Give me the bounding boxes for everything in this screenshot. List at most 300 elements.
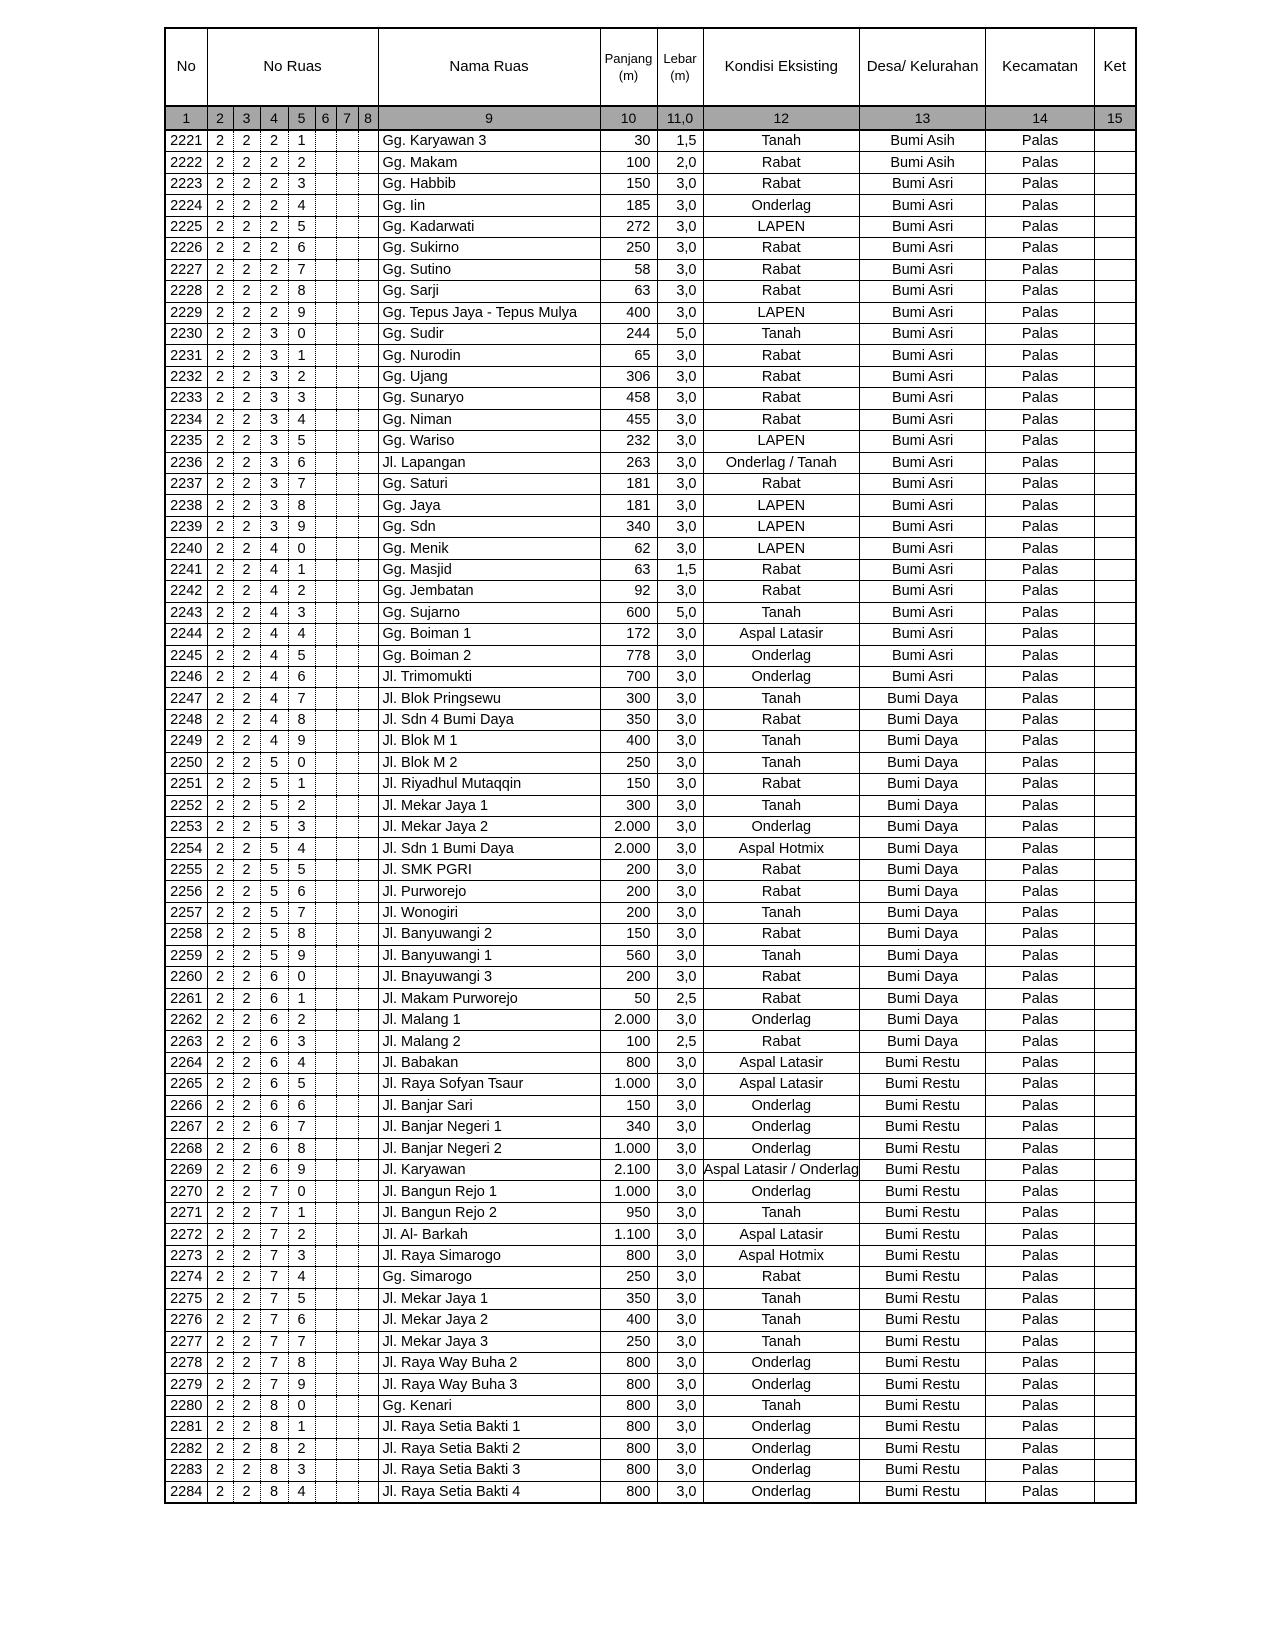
table-row bbox=[165, 1395, 1136, 1416]
cell-no: 2252 bbox=[165, 795, 207, 816]
cell-nama-ruas: Jl. Bangun Rejo 1 bbox=[378, 1181, 600, 1202]
cell-lebar: 3,0 bbox=[657, 281, 703, 302]
cell-no: 2247 bbox=[165, 688, 207, 709]
cell-no-ruas-digit: 2 bbox=[207, 1331, 233, 1352]
cell-nama-ruas: Gg. Boiman 1 bbox=[378, 624, 600, 645]
cell-panjang: 1.000 bbox=[600, 1181, 657, 1202]
cell-kondisi: Tanah bbox=[703, 688, 860, 709]
cell-ket bbox=[1095, 495, 1136, 516]
cell-lebar: 3,0 bbox=[657, 1460, 703, 1481]
cell-no-ruas-digit bbox=[358, 238, 378, 259]
cell-no-ruas-digit bbox=[358, 709, 378, 730]
cell-no: 2278 bbox=[165, 1352, 207, 1373]
cell-no-ruas-digit bbox=[358, 323, 378, 344]
cell-kecamatan: Palas bbox=[986, 130, 1095, 152]
cell-no: 2260 bbox=[165, 967, 207, 988]
cell-no-ruas-digit: 2 bbox=[207, 1395, 233, 1416]
cell-ket bbox=[1095, 1224, 1136, 1245]
cell-no-ruas-digit bbox=[358, 1481, 378, 1503]
cell-no-ruas-digit: 2 bbox=[207, 1245, 233, 1266]
cell-no-ruas-digit bbox=[336, 666, 358, 687]
cell-no-ruas-digit: 4 bbox=[260, 559, 288, 580]
table-row bbox=[165, 302, 1136, 323]
cell-no-ruas-digit: 3 bbox=[260, 366, 288, 387]
cell-no-ruas-digit: 2 bbox=[233, 366, 260, 387]
cell-kondisi: Rabat bbox=[703, 559, 860, 580]
cell-no-ruas-digit: 2 bbox=[233, 281, 260, 302]
cell-kondisi: Onderlag bbox=[703, 1438, 860, 1459]
cell-no-ruas-digit bbox=[358, 838, 378, 859]
cell-no: 2243 bbox=[165, 602, 207, 623]
cell-desa: Bumi Asri bbox=[860, 645, 986, 666]
cell-kondisi: Tanah bbox=[703, 1310, 860, 1331]
cell-no-ruas-digit bbox=[336, 1052, 358, 1073]
cell-panjang: 560 bbox=[600, 945, 657, 966]
cell-no-ruas-digit: 4 bbox=[260, 731, 288, 752]
cell-nama-ruas: Jl. Trimomukti bbox=[378, 666, 600, 687]
cell-no-ruas-digit: 2 bbox=[233, 1074, 260, 1095]
cell-desa: Bumi Restu bbox=[860, 1160, 986, 1181]
column-number: 9 bbox=[378, 106, 600, 130]
table-row bbox=[165, 345, 1136, 366]
cell-no: 2227 bbox=[165, 259, 207, 280]
cell-panjang: 200 bbox=[600, 881, 657, 902]
cell-panjang: 65 bbox=[600, 345, 657, 366]
header-lebar-label: Lebar bbox=[663, 51, 697, 66]
cell-no-ruas-digit: 2 bbox=[233, 1202, 260, 1223]
cell-no-ruas-digit: 2 bbox=[233, 1009, 260, 1030]
cell-no-ruas-digit: 4 bbox=[260, 538, 288, 559]
cell-kondisi: Aspal Latasir / Onderlag bbox=[703, 1160, 860, 1181]
cell-no-ruas-digit: 2 bbox=[233, 1395, 260, 1416]
cell-kondisi: Aspal Latasir bbox=[703, 1074, 860, 1095]
cell-nama-ruas: Gg. Makam bbox=[378, 152, 600, 173]
cell-no-ruas-digit: 2 bbox=[288, 1224, 315, 1245]
cell-no: 2270 bbox=[165, 1181, 207, 1202]
cell-no-ruas-digit bbox=[336, 645, 358, 666]
cell-no: 2263 bbox=[165, 1031, 207, 1052]
cell-ket bbox=[1095, 1352, 1136, 1373]
cell-no-ruas-digit: 5 bbox=[288, 645, 315, 666]
cell-no-ruas-digit: 3 bbox=[260, 323, 288, 344]
cell-no-ruas-digit bbox=[315, 859, 336, 880]
cell-desa: Bumi Asih bbox=[860, 152, 986, 173]
cell-no-ruas-digit: 8 bbox=[288, 1352, 315, 1373]
cell-no: 2229 bbox=[165, 302, 207, 323]
cell-no-ruas-digit bbox=[315, 988, 336, 1009]
cell-no-ruas-digit bbox=[336, 259, 358, 280]
table-row bbox=[165, 967, 1136, 988]
cell-ket bbox=[1095, 1095, 1136, 1116]
cell-kondisi: Tanah bbox=[703, 602, 860, 623]
cell-no-ruas-digit bbox=[315, 323, 336, 344]
cell-no: 2251 bbox=[165, 774, 207, 795]
cell-kecamatan: Palas bbox=[986, 945, 1095, 966]
cell-panjang: 300 bbox=[600, 688, 657, 709]
cell-nama-ruas: Jl. Raya Way Buha 2 bbox=[378, 1352, 600, 1373]
table-row bbox=[165, 1181, 1136, 1202]
cell-no-ruas-digit: 2 bbox=[233, 323, 260, 344]
cell-no-ruas-digit: 7 bbox=[260, 1352, 288, 1373]
cell-ket bbox=[1095, 624, 1136, 645]
cell-no-ruas-digit: 2 bbox=[207, 1267, 233, 1288]
cell-kondisi: Rabat bbox=[703, 709, 860, 730]
cell-no-ruas-digit: 2 bbox=[233, 238, 260, 259]
cell-nama-ruas: Jl. Malang 1 bbox=[378, 1009, 600, 1030]
cell-no-ruas-digit bbox=[336, 774, 358, 795]
cell-kondisi: Rabat bbox=[703, 967, 860, 988]
cell-no: 2281 bbox=[165, 1417, 207, 1438]
cell-kecamatan: Palas bbox=[986, 1267, 1095, 1288]
cell-ket bbox=[1095, 238, 1136, 259]
cell-panjang: 800 bbox=[600, 1481, 657, 1503]
cell-no: 2234 bbox=[165, 409, 207, 430]
cell-kecamatan: Palas bbox=[986, 1374, 1095, 1395]
cell-lebar: 3,0 bbox=[657, 1160, 703, 1181]
cell-nama-ruas: Gg. Sarji bbox=[378, 281, 600, 302]
cell-nama-ruas: Jl. Mekar Jaya 1 bbox=[378, 795, 600, 816]
cell-nama-ruas: Jl. Blok Pringsewu bbox=[378, 688, 600, 709]
cell-no-ruas-digit bbox=[336, 1245, 358, 1266]
cell-no-ruas-digit bbox=[358, 216, 378, 237]
cell-kondisi: Onderlag / Tanah bbox=[703, 452, 860, 473]
cell-nama-ruas: Jl. Makam Purworejo bbox=[378, 988, 600, 1009]
cell-no-ruas-digit: 2 bbox=[207, 1288, 233, 1309]
cell-panjang: 244 bbox=[600, 323, 657, 344]
cell-kondisi: Rabat bbox=[703, 259, 860, 280]
cell-no-ruas-digit: 5 bbox=[288, 1074, 315, 1095]
cell-no-ruas-digit: 4 bbox=[260, 645, 288, 666]
cell-ket bbox=[1095, 859, 1136, 880]
cell-no-ruas-digit: 2 bbox=[233, 495, 260, 516]
cell-desa: Bumi Daya bbox=[860, 774, 986, 795]
cell-lebar: 3,0 bbox=[657, 388, 703, 409]
cell-desa: Bumi Daya bbox=[860, 731, 986, 752]
cell-no-ruas-digit bbox=[336, 538, 358, 559]
cell-panjang: 181 bbox=[600, 474, 657, 495]
table-row bbox=[165, 216, 1136, 237]
table-row bbox=[165, 152, 1136, 173]
cell-no-ruas-digit bbox=[315, 1095, 336, 1116]
cell-kecamatan: Palas bbox=[986, 624, 1095, 645]
cell-no-ruas-digit bbox=[336, 1288, 358, 1309]
cell-nama-ruas: Jl. Bangun Rejo 2 bbox=[378, 1202, 600, 1223]
cell-panjang: 250 bbox=[600, 238, 657, 259]
cell-no-ruas-digit: 2 bbox=[207, 645, 233, 666]
cell-no-ruas-digit: 2 bbox=[233, 688, 260, 709]
cell-kecamatan: Palas bbox=[986, 388, 1095, 409]
cell-desa: Bumi Asri bbox=[860, 238, 986, 259]
cell-no-ruas-digit: 6 bbox=[288, 238, 315, 259]
cell-nama-ruas: Jl. Raya Simarogo bbox=[378, 1245, 600, 1266]
cell-no-ruas-digit: 4 bbox=[288, 195, 315, 216]
cell-nama-ruas: Jl. Banjar Negeri 2 bbox=[378, 1138, 600, 1159]
road-inventory-table bbox=[164, 27, 1137, 1504]
table-row bbox=[165, 323, 1136, 344]
cell-no-ruas-digit: 2 bbox=[207, 1438, 233, 1459]
cell-no-ruas-digit bbox=[358, 130, 378, 152]
cell-nama-ruas: Jl. Banyuwangi 2 bbox=[378, 924, 600, 945]
cell-no-ruas-digit bbox=[315, 838, 336, 859]
cell-desa: Bumi Asri bbox=[860, 431, 986, 452]
cell-lebar: 1,5 bbox=[657, 559, 703, 580]
cell-no-ruas-digit: 4 bbox=[260, 666, 288, 687]
cell-kondisi: Tanah bbox=[703, 1202, 860, 1223]
cell-no-ruas-digit bbox=[336, 409, 358, 430]
cell-no-ruas-digit: 2 bbox=[207, 795, 233, 816]
cell-desa: Bumi Restu bbox=[860, 1245, 986, 1266]
cell-no-ruas-digit: 1 bbox=[288, 1202, 315, 1223]
cell-kondisi: Onderlag bbox=[703, 195, 860, 216]
cell-panjang: 340 bbox=[600, 516, 657, 537]
table-row bbox=[165, 881, 1136, 902]
cell-lebar: 3,0 bbox=[657, 709, 703, 730]
cell-nama-ruas: Jl. Mekar Jaya 1 bbox=[378, 1288, 600, 1309]
cell-no-ruas-digit: 2 bbox=[233, 1267, 260, 1288]
cell-kondisi: Rabat bbox=[703, 238, 860, 259]
cell-no-ruas-digit: 7 bbox=[260, 1181, 288, 1202]
table-row bbox=[165, 1310, 1136, 1331]
column-number: 5 bbox=[288, 106, 315, 130]
cell-nama-ruas: Jl. Sdn 4 Bumi Daya bbox=[378, 709, 600, 730]
cell-no: 2261 bbox=[165, 988, 207, 1009]
cell-no-ruas-digit bbox=[336, 795, 358, 816]
cell-panjang: 2.000 bbox=[600, 817, 657, 838]
cell-no-ruas-digit: 4 bbox=[260, 602, 288, 623]
cell-kondisi: Rabat bbox=[703, 173, 860, 194]
cell-ket bbox=[1095, 924, 1136, 945]
cell-desa: Bumi Asih bbox=[860, 130, 986, 152]
cell-desa: Bumi Daya bbox=[860, 709, 986, 730]
cell-no-ruas-digit bbox=[358, 1352, 378, 1373]
cell-panjang: 2.000 bbox=[600, 838, 657, 859]
cell-no: 2267 bbox=[165, 1117, 207, 1138]
cell-panjang: 800 bbox=[600, 1352, 657, 1373]
cell-no-ruas-digit bbox=[336, 345, 358, 366]
cell-kecamatan: Palas bbox=[986, 474, 1095, 495]
cell-no-ruas-digit: 6 bbox=[260, 967, 288, 988]
cell-no-ruas-digit: 7 bbox=[288, 259, 315, 280]
cell-no-ruas-digit bbox=[315, 452, 336, 473]
cell-no-ruas-digit: 0 bbox=[288, 1395, 315, 1416]
cell-no: 2238 bbox=[165, 495, 207, 516]
cell-no-ruas-digit bbox=[358, 409, 378, 430]
cell-no-ruas-digit: 2 bbox=[207, 752, 233, 773]
cell-no-ruas-digit bbox=[315, 1267, 336, 1288]
cell-no-ruas-digit: 2 bbox=[233, 431, 260, 452]
cell-no-ruas-digit: 2 bbox=[233, 173, 260, 194]
cell-no-ruas-digit: 4 bbox=[260, 709, 288, 730]
cell-desa: Bumi Restu bbox=[860, 1095, 986, 1116]
cell-no-ruas-digit bbox=[358, 1438, 378, 1459]
cell-ket bbox=[1095, 259, 1136, 280]
cell-ket bbox=[1095, 688, 1136, 709]
cell-no-ruas-digit: 2 bbox=[233, 602, 260, 623]
table-row bbox=[165, 1138, 1136, 1159]
cell-no-ruas-digit bbox=[358, 173, 378, 194]
cell-no-ruas-digit: 2 bbox=[207, 666, 233, 687]
cell-panjang: 350 bbox=[600, 709, 657, 730]
cell-no-ruas-digit: 5 bbox=[260, 838, 288, 859]
cell-no-ruas-digit: 2 bbox=[260, 302, 288, 323]
cell-no-ruas-digit: 2 bbox=[233, 1310, 260, 1331]
cell-desa: Bumi Daya bbox=[860, 881, 986, 902]
cell-desa: Bumi Restu bbox=[860, 1395, 986, 1416]
cell-no: 2258 bbox=[165, 924, 207, 945]
cell-panjang: 1.000 bbox=[600, 1138, 657, 1159]
cell-no-ruas-digit bbox=[358, 538, 378, 559]
cell-no-ruas-digit: 2 bbox=[233, 559, 260, 580]
column-number: 10 bbox=[600, 106, 657, 130]
cell-no-ruas-digit bbox=[336, 881, 358, 902]
cell-nama-ruas: Gg. Kadarwati bbox=[378, 216, 600, 237]
cell-no-ruas-digit bbox=[358, 1181, 378, 1202]
cell-no-ruas-digit bbox=[358, 1267, 378, 1288]
cell-panjang: 63 bbox=[600, 559, 657, 580]
cell-desa: Bumi Asri bbox=[860, 302, 986, 323]
cell-ket bbox=[1095, 1310, 1136, 1331]
cell-no-ruas-digit: 2 bbox=[233, 666, 260, 687]
cell-no-ruas-digit bbox=[358, 967, 378, 988]
cell-no-ruas-digit bbox=[358, 752, 378, 773]
cell-no-ruas-digit bbox=[315, 1074, 336, 1095]
cell-no-ruas-digit: 6 bbox=[288, 1095, 315, 1116]
cell-ket bbox=[1095, 795, 1136, 816]
cell-no: 2224 bbox=[165, 195, 207, 216]
cell-desa: Bumi Restu bbox=[860, 1481, 986, 1503]
cell-no-ruas-digit: 2 bbox=[207, 1460, 233, 1481]
cell-no-ruas-digit bbox=[315, 173, 336, 194]
header-panjang-unit: (m) bbox=[618, 68, 639, 83]
cell-kecamatan: Palas bbox=[986, 881, 1095, 902]
cell-no-ruas-digit: 4 bbox=[288, 1267, 315, 1288]
cell-no-ruas-digit: 4 bbox=[288, 838, 315, 859]
cell-no-ruas-digit bbox=[336, 431, 358, 452]
cell-nama-ruas: Gg. Iin bbox=[378, 195, 600, 216]
cell-no-ruas-digit bbox=[336, 752, 358, 773]
column-number: 7 bbox=[336, 106, 358, 130]
cell-no-ruas-digit: 2 bbox=[207, 281, 233, 302]
cell-no-ruas-digit: 2 bbox=[233, 945, 260, 966]
cell-no-ruas-digit: 2 bbox=[207, 624, 233, 645]
cell-no-ruas-digit: 7 bbox=[260, 1224, 288, 1245]
cell-no-ruas-digit bbox=[315, 366, 336, 387]
cell-ket bbox=[1095, 1138, 1136, 1159]
cell-kecamatan: Palas bbox=[986, 1181, 1095, 1202]
cell-kondisi: Onderlag bbox=[703, 645, 860, 666]
cell-kondisi: LAPEN bbox=[703, 495, 860, 516]
cell-panjang: 2.000 bbox=[600, 1009, 657, 1030]
cell-lebar: 3,0 bbox=[657, 1331, 703, 1352]
cell-lebar: 3,0 bbox=[657, 645, 703, 666]
table-row bbox=[165, 795, 1136, 816]
cell-no: 2262 bbox=[165, 1009, 207, 1030]
cell-no-ruas-digit: 2 bbox=[233, 452, 260, 473]
cell-no-ruas-digit: 7 bbox=[288, 1117, 315, 1138]
cell-no-ruas-digit: 1 bbox=[288, 345, 315, 366]
cell-lebar: 5,0 bbox=[657, 602, 703, 623]
cell-no-ruas-digit bbox=[315, 774, 336, 795]
cell-nama-ruas: Gg. Nurodin bbox=[378, 345, 600, 366]
cell-no-ruas-digit: 2 bbox=[207, 495, 233, 516]
cell-kondisi: Onderlag bbox=[703, 1460, 860, 1481]
cell-kondisi: Onderlag bbox=[703, 666, 860, 687]
cell-panjang: 200 bbox=[600, 967, 657, 988]
cell-nama-ruas: Gg. Sutino bbox=[378, 259, 600, 280]
table-row bbox=[165, 409, 1136, 430]
cell-no-ruas-digit bbox=[336, 581, 358, 602]
cell-no-ruas-digit bbox=[336, 302, 358, 323]
cell-kecamatan: Palas bbox=[986, 1481, 1095, 1503]
cell-no-ruas-digit: 0 bbox=[288, 323, 315, 344]
table-row bbox=[165, 645, 1136, 666]
cell-kondisi: Aspal Latasir bbox=[703, 1224, 860, 1245]
cell-no-ruas-digit bbox=[358, 559, 378, 580]
cell-panjang: 263 bbox=[600, 452, 657, 473]
cell-nama-ruas: Jl. SMK PGRI bbox=[378, 859, 600, 880]
cell-no-ruas-digit: 2 bbox=[207, 731, 233, 752]
cell-lebar: 3,0 bbox=[657, 1138, 703, 1159]
cell-no-ruas-digit bbox=[315, 1052, 336, 1073]
cell-ket bbox=[1095, 431, 1136, 452]
cell-kondisi: Onderlag bbox=[703, 1095, 860, 1116]
cell-kondisi: Aspal Hotmix bbox=[703, 1245, 860, 1266]
cell-no-ruas-digit: 2 bbox=[207, 323, 233, 344]
cell-kecamatan: Palas bbox=[986, 452, 1095, 473]
cell-kondisi: Tanah bbox=[703, 731, 860, 752]
cell-desa: Bumi Daya bbox=[860, 988, 986, 1009]
cell-desa: Bumi Asri bbox=[860, 516, 986, 537]
cell-panjang: 250 bbox=[600, 1267, 657, 1288]
table-row bbox=[165, 452, 1136, 473]
cell-no: 2223 bbox=[165, 173, 207, 194]
cell-no-ruas-digit: 5 bbox=[288, 859, 315, 880]
cell-no: 2279 bbox=[165, 1374, 207, 1395]
cell-no: 2248 bbox=[165, 709, 207, 730]
cell-no-ruas-digit: 2 bbox=[207, 1310, 233, 1331]
table-body bbox=[165, 130, 1136, 1503]
cell-no-ruas-digit bbox=[315, 645, 336, 666]
cell-lebar: 2,0 bbox=[657, 152, 703, 173]
cell-no: 2244 bbox=[165, 624, 207, 645]
cell-lebar: 3,0 bbox=[657, 1052, 703, 1073]
table-row bbox=[165, 602, 1136, 623]
cell-no-ruas-digit bbox=[336, 1481, 358, 1503]
cell-no: 2245 bbox=[165, 645, 207, 666]
cell-ket bbox=[1095, 302, 1136, 323]
cell-no-ruas-digit bbox=[315, 624, 336, 645]
table-row bbox=[165, 838, 1136, 859]
cell-no-ruas-digit bbox=[336, 173, 358, 194]
cell-desa: Bumi Restu bbox=[860, 1310, 986, 1331]
cell-no-ruas-digit: 3 bbox=[288, 817, 315, 838]
cell-kondisi: Onderlag bbox=[703, 1374, 860, 1395]
cell-no-ruas-digit: 2 bbox=[207, 474, 233, 495]
cell-no: 2273 bbox=[165, 1245, 207, 1266]
cell-no-ruas-digit: 2 bbox=[233, 1374, 260, 1395]
cell-no-ruas-digit: 1 bbox=[288, 559, 315, 580]
cell-no-ruas-digit: 8 bbox=[260, 1438, 288, 1459]
cell-kecamatan: Palas bbox=[986, 1202, 1095, 1223]
cell-desa: Bumi Restu bbox=[860, 1460, 986, 1481]
cell-no-ruas-digit: 8 bbox=[288, 709, 315, 730]
cell-panjang: 800 bbox=[600, 1395, 657, 1416]
cell-no-ruas-digit: 6 bbox=[260, 1074, 288, 1095]
cell-nama-ruas: Gg. Ujang bbox=[378, 366, 600, 387]
cell-no-ruas-digit: 2 bbox=[207, 216, 233, 237]
cell-no-ruas-digit bbox=[315, 1460, 336, 1481]
cell-desa: Bumi Restu bbox=[860, 1417, 986, 1438]
